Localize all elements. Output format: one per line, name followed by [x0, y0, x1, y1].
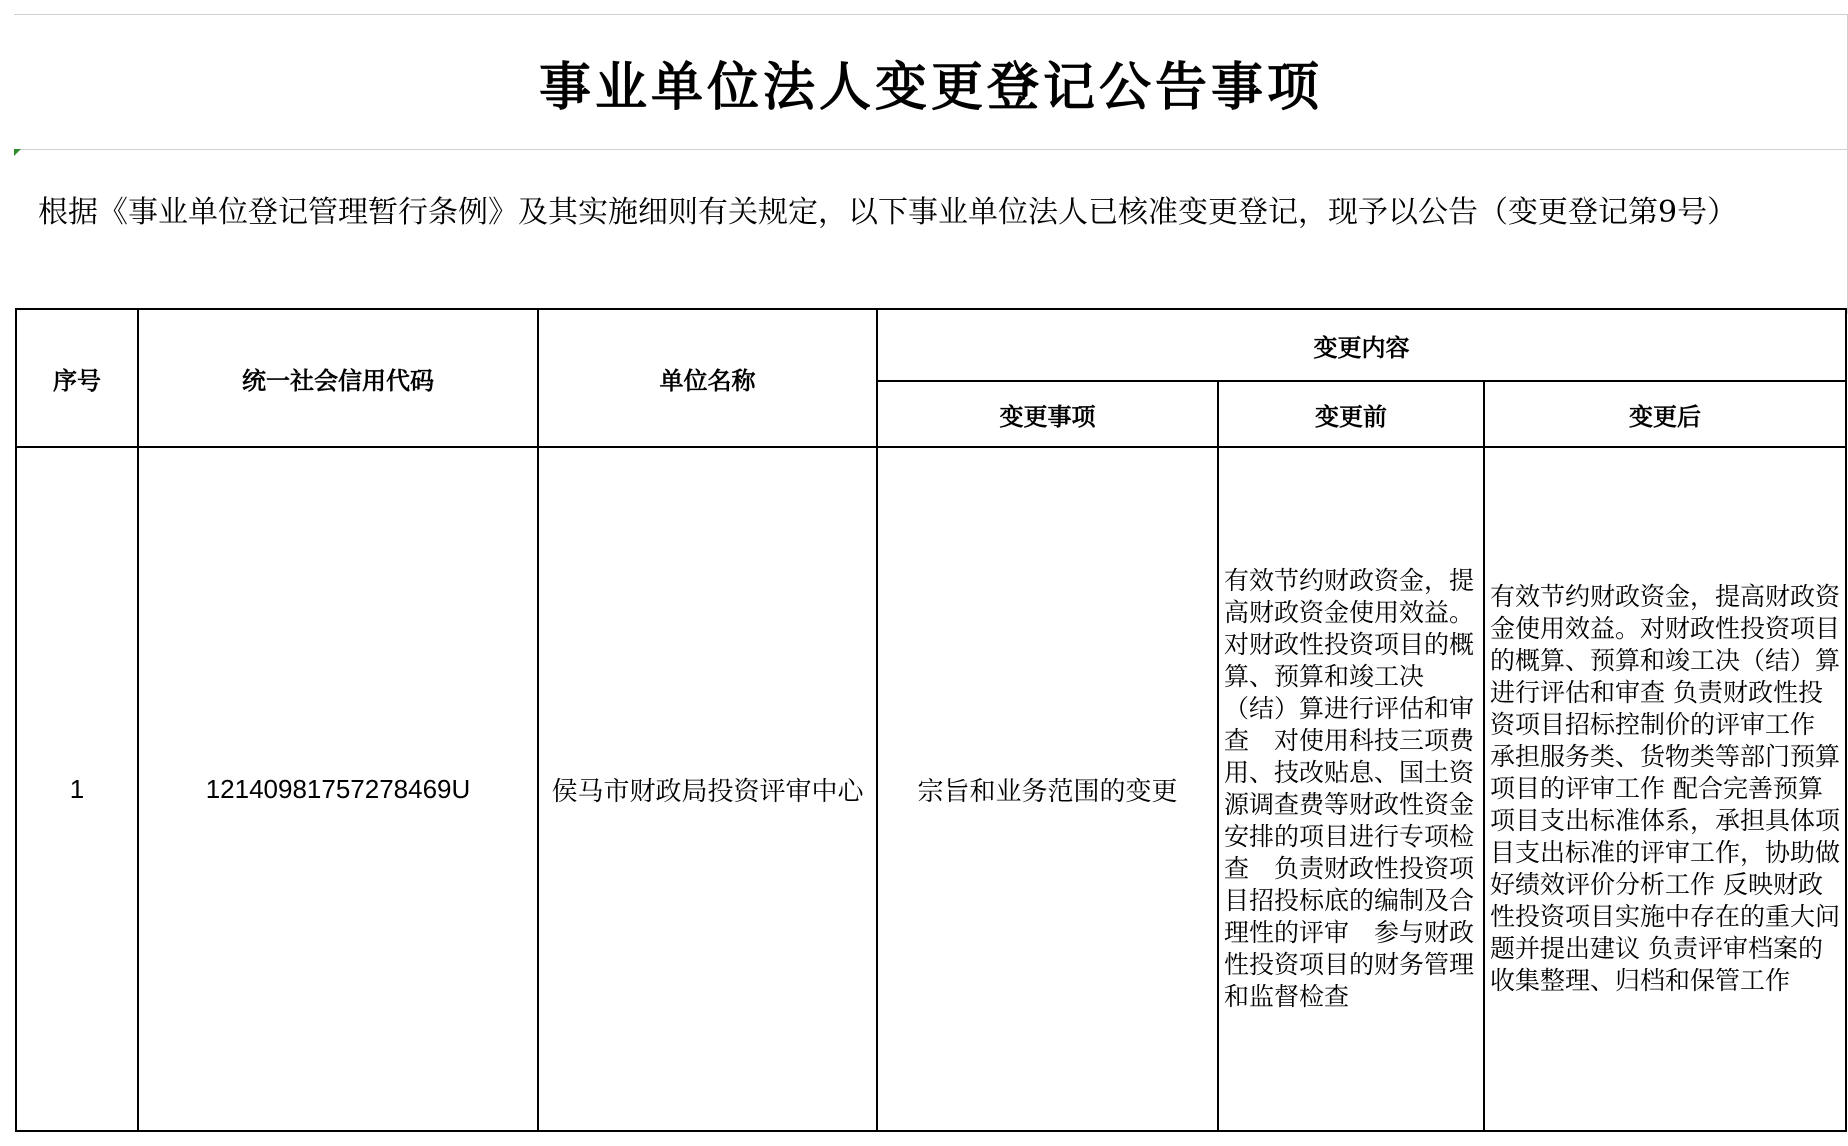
before-text: 有效节约财政资金，提高财政资金使用效益。对财政性投资项目的概算、预算和竣工决（结）算进行评估和审查 对使用科技三项费用、技改贴息、国土资源调查费等财政性资金安排的项目进行专项检查 负责财政性投资项目招投标底的编制及合理性的评审 参与财政性投资项目的财务管理和监督检查 [1224, 566, 1475, 1011]
after-text: 有效节约财政资金，提高财政资金使用效益。对财政性投资项目的概算、预算和竣工决（结）算进行评估和审查 负责财政性投资项目招标控制价的评审工作 承担服务类、货物类等部门预算项目的评审工作 配合完善预算项目支出标准体系，承担具体项目支出标准的评审工作，协助做好绩效评价分析工作 反映财政性投资项目实施中存在的重大问题并提出建议 负责评审档案的收集整理、归档和保管工作 [1490, 582, 1841, 995]
header-change-content: 变更内容 [877, 309, 1846, 381]
page-title: 事业单位法人变更登记公告事项 [538, 57, 1323, 118]
header-change-item: 变更事项 [877, 381, 1218, 447]
header-code: 统一社会信用代码 [138, 309, 538, 447]
header-before: 变更前 [1218, 381, 1484, 447]
cell-unit-name: 侯马市财政局投资评审中心 [538, 447, 877, 1131]
header-name: 单位名称 [538, 309, 877, 447]
cell-seq: 1 [16, 447, 138, 1131]
cell-after [1484, 447, 1846, 1131]
header-after: 变更后 [1484, 381, 1846, 447]
table-row [16, 447, 1846, 1131]
notice-table [15, 308, 1847, 1132]
cell-code: 12140981757278469U [138, 447, 538, 1131]
header-row [16, 309, 1846, 381]
intro-paragraph: 根据《事业单位登记管理暂行条例》及其实施细则有关规定，以下事业单位法人已核准变更登记，现予以公告（变更登记第9号） [38, 195, 1738, 230]
title-band [14, 14, 1848, 150]
cell-before [1218, 447, 1484, 1131]
cell-comment-marker [14, 149, 21, 156]
spreadsheet-sheet [14, 14, 1848, 1146]
cell-change-item: 宗旨和业务范围的变更 [877, 447, 1218, 1131]
header-seq: 序号 [16, 309, 138, 447]
